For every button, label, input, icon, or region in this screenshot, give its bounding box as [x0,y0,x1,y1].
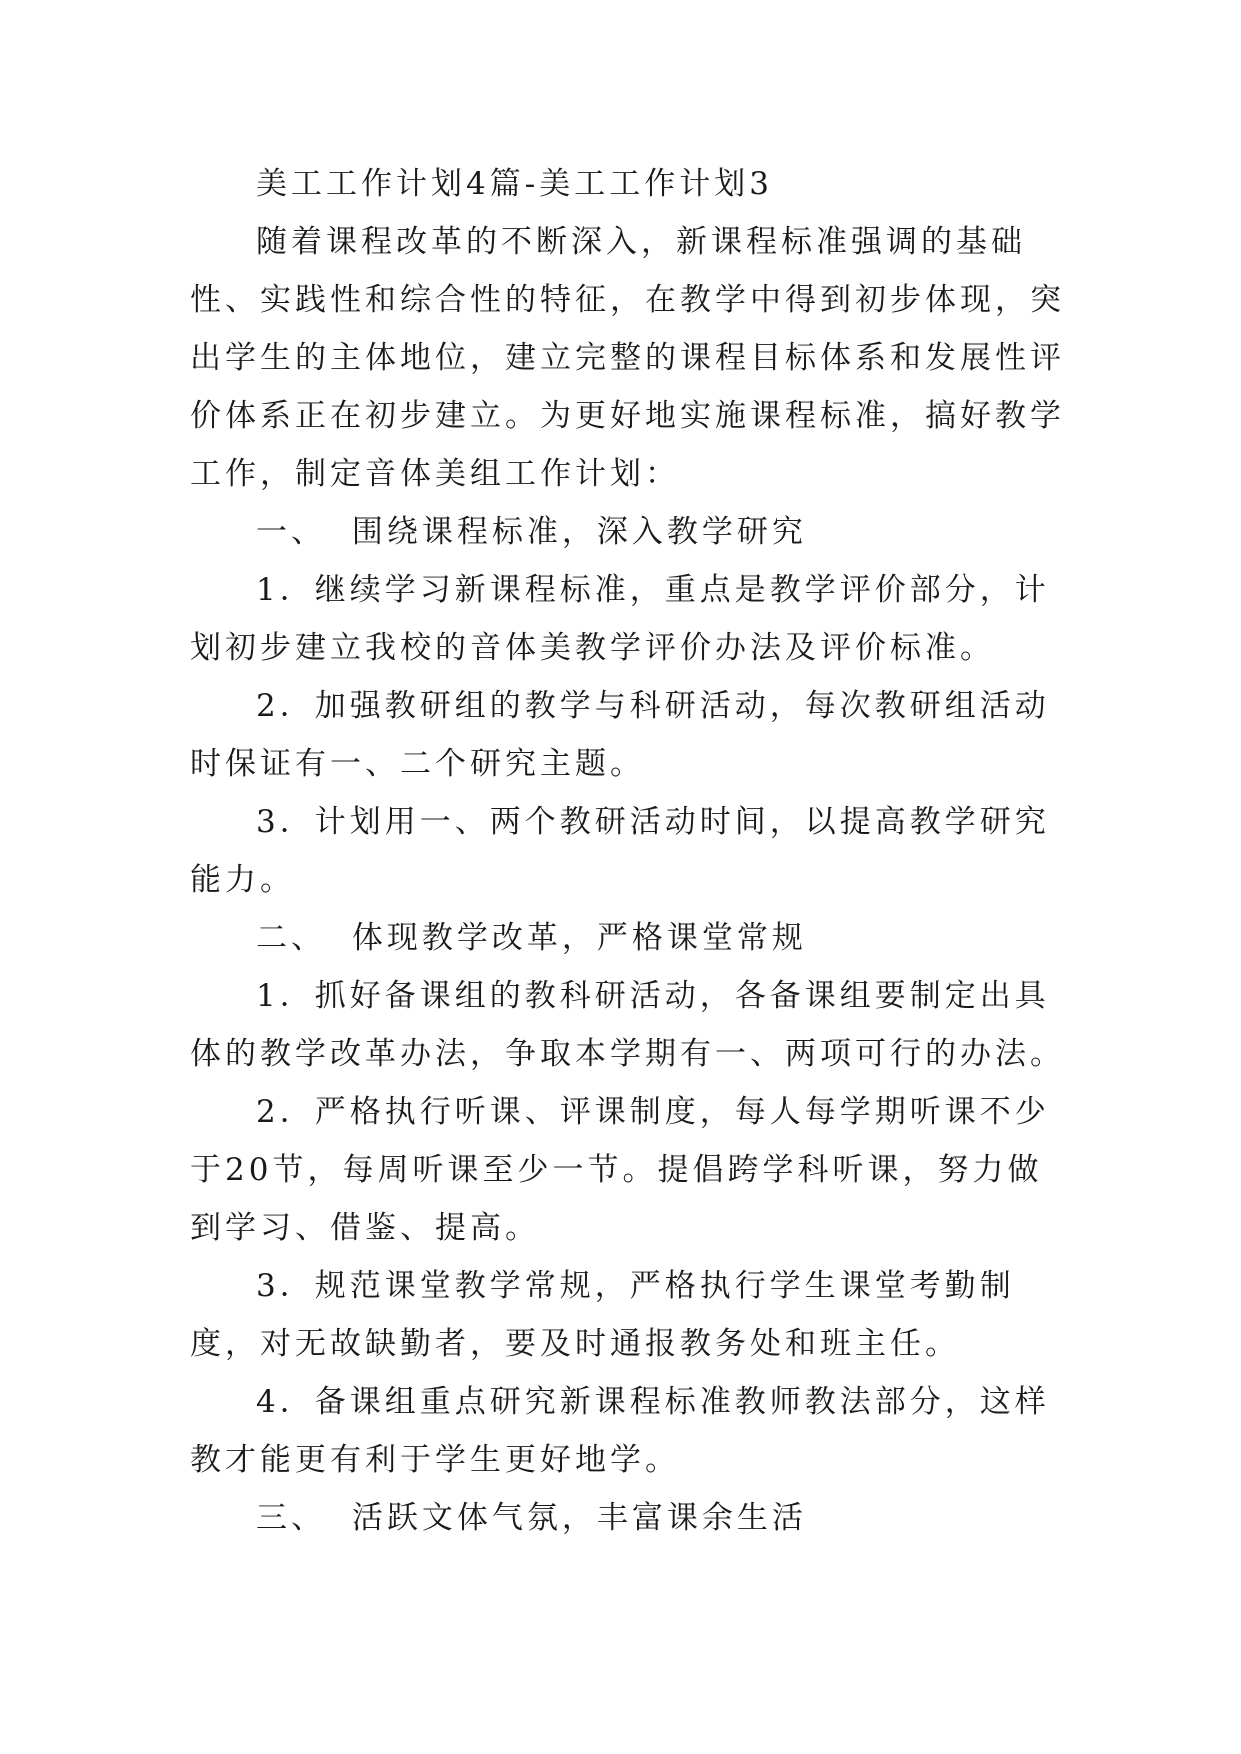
section-2-item-3: 3．规范课堂教学常规，严格执行学生课堂考勤制度，对无故缺勤者，要及时通报教务处和班主任。 [190,1268,1015,1362]
intro-paragraph: 随着课程改革的不断深入，新课程标准强调的基础性、实践性和综合性的特征，在教学中得到初步体现，突出学生的主体地位，建立完整的课程目标体系和发展性评价体系正在初步建立。为更好地实施课程标准，搞好教学工作，制定音体美组工作计划： [190,224,1065,492]
section-2-item-4: 4．备课组重点研究新课程标准教师教法部分，这样教才能更有利于学生更好地学。 [190,1384,1050,1478]
section-2-item-1: 1．抓好备课组的教科研活动，各备课组要制定出具体的教学改革办法，争取本学期有一、两项可行的办法。 [190,978,1065,1072]
section-heading-3: 三、 活跃文体气氛，丰富课余生活 [256,1500,807,1536]
section-1-item-2: 2．加强教研组的教学与科研活动，每次教研组活动时保证有一、二个研究主题。 [190,688,1050,782]
section-1-item-3: 3．计划用一、两个教研活动时间，以提高教学研究能力。 [190,804,1050,898]
section-heading-2: 二、 体现教学改革，严格课堂常规 [256,920,807,956]
section-1-item-1: 1．继续学习新课程标准，重点是教学评价部分，计划初步建立我校的音体美教学评价办法及评价标准。 [190,572,1050,666]
document-title: 美工工作计划4篇-美工工作计划3 [256,166,773,202]
section-heading-1: 一、 围绕课程标准，深入教学研究 [256,514,807,550]
document-body [190,155,1070,1547]
section-2-item-2: 2．严格执行听课、评课制度，每人每学期听课不少于20节，每周听课至少一节。提倡跨学科听课，努力做到学习、借鉴、提高。 [190,1094,1050,1246]
